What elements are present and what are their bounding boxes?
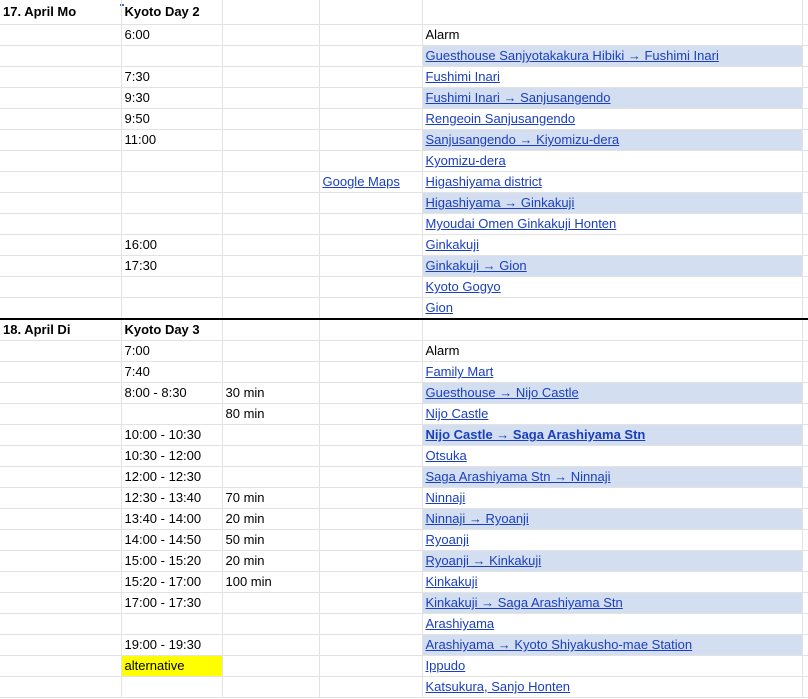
time-cell[interactable]: 15:20 - 17:00 [121, 572, 222, 593]
extra-cell[interactable] [319, 235, 422, 256]
duration-cell[interactable] [222, 151, 319, 172]
extra-cell[interactable] [319, 25, 422, 46]
time-cell[interactable]: 17:00 - 17:30 [121, 593, 222, 614]
duration-cell[interactable] [222, 656, 319, 677]
itinerary-row [0, 593, 808, 614]
empty-cell[interactable] [0, 25, 121, 46]
edge-cell[interactable] [802, 404, 808, 425]
duration-cell[interactable] [222, 677, 319, 698]
itinerary-row [0, 193, 808, 214]
edge-cell[interactable] [802, 46, 808, 67]
edge-cell[interactable] [802, 193, 808, 214]
edge-cell[interactable] [802, 151, 808, 172]
time-cell[interactable]: 14:00 - 14:50 [121, 530, 222, 551]
edge-cell[interactable] [802, 298, 808, 320]
day-header-row [0, 0, 808, 25]
extra-cell[interactable] [319, 593, 422, 614]
place-link[interactable]: Sanjusangendo → Kiyomizu-dera [425, 132, 620, 147]
edge-cell[interactable] [802, 383, 808, 404]
place-link[interactable]: Rengeoin Sanjusangendo [425, 111, 576, 126]
time-cell[interactable] [121, 614, 222, 635]
time-cell[interactable] [121, 172, 222, 193]
empty-cell[interactable] [0, 614, 121, 635]
empty-cell[interactable] [0, 235, 121, 256]
place-link[interactable]: Ryoanji [425, 532, 469, 547]
empty-cell[interactable] [0, 530, 121, 551]
empty-cell[interactable] [0, 109, 121, 130]
empty-cell[interactable] [422, 319, 802, 341]
empty-cell[interactable] [0, 572, 121, 593]
extra-cell[interactable] [319, 298, 422, 320]
place-cell[interactable] [422, 362, 802, 383]
time-cell[interactable]: 7:40 [121, 362, 222, 383]
itinerary-row [0, 614, 808, 635]
edge-cell[interactable] [802, 551, 808, 572]
itinerary-row [0, 635, 808, 656]
place-cell[interactable] [422, 256, 802, 277]
empty-cell[interactable] [0, 593, 121, 614]
place-cell[interactable] [422, 109, 802, 130]
duration-cell[interactable]: 80 min [222, 404, 319, 425]
place-link[interactable]: Myoudai Omen Ginkakuji Honten [425, 216, 617, 231]
empty-cell[interactable] [802, 0, 808, 25]
extra-cell[interactable] [319, 677, 422, 698]
empty-cell[interactable] [0, 67, 121, 88]
itinerary-row [0, 214, 808, 235]
edge-cell[interactable] [802, 530, 808, 551]
place-link[interactable]: Gion [425, 300, 453, 315]
place-link[interactable]: Ryoanji → Kinkakuji [425, 553, 542, 568]
duration-cell[interactable] [222, 172, 319, 193]
extra-cell[interactable] [319, 67, 422, 88]
place-link[interactable]: Katsukura, Sanjo Honten [425, 679, 571, 694]
duration-cell[interactable] [222, 341, 319, 362]
place-cell[interactable] [422, 172, 802, 193]
time-cell[interactable]: 12:00 - 12:30 [121, 467, 222, 488]
place-link[interactable]: Higashiyama → Ginkakuji [425, 195, 575, 210]
itinerary-row [0, 109, 808, 130]
empty-cell[interactable] [0, 46, 121, 67]
extra-cell[interactable] [319, 341, 422, 362]
itinerary-row [0, 446, 808, 467]
day-header-row [0, 319, 808, 341]
time-cell[interactable]: 19:00 - 19:30 [121, 635, 222, 656]
duration-cell[interactable] [222, 298, 319, 320]
itinerary-row [0, 383, 808, 404]
empty-cell[interactable] [0, 488, 121, 509]
time-cell[interactable]: 15:00 - 15:20 [121, 551, 222, 572]
place-cell[interactable] [422, 383, 802, 404]
place-cell[interactable] [422, 130, 802, 151]
place-cell[interactable]: Alarm [422, 341, 802, 362]
duration-cell[interactable] [222, 109, 319, 130]
edge-cell[interactable] [802, 635, 808, 656]
duration-cell[interactable] [222, 277, 319, 298]
extra-cell[interactable] [319, 614, 422, 635]
empty-cell[interactable] [422, 0, 802, 25]
extra-cell[interactable] [319, 109, 422, 130]
day-date[interactable]: 18. April Di [0, 319, 121, 341]
itinerary-row [0, 88, 808, 109]
place-cell[interactable] [422, 467, 802, 488]
place-link[interactable]: Ginkakuji → Gion [425, 258, 527, 273]
empty-cell[interactable] [0, 130, 121, 151]
duration-cell[interactable] [222, 425, 319, 446]
empty-cell[interactable] [0, 341, 121, 362]
place-cell[interactable] [422, 551, 802, 572]
extra-cell[interactable] [319, 404, 422, 425]
time-cell[interactable]: 6:00 [121, 25, 222, 46]
place-link[interactable]: Guesthouse → Nijo Castle [425, 385, 579, 400]
day-date[interactable]: 17. April Mo [0, 0, 121, 25]
edge-cell[interactable] [802, 614, 808, 635]
edge-cell[interactable] [802, 109, 808, 130]
itinerary-row [0, 656, 808, 677]
duration-cell[interactable] [222, 25, 319, 46]
edge-cell[interactable] [802, 130, 808, 151]
extra-cell[interactable] [319, 656, 422, 677]
place-link[interactable]: Ninnaji [425, 490, 466, 505]
empty-cell[interactable] [0, 446, 121, 467]
place-cell[interactable] [422, 593, 802, 614]
duration-cell[interactable] [222, 256, 319, 277]
itinerary-row [0, 488, 808, 509]
extra-cell[interactable] [319, 446, 422, 467]
empty-cell[interactable] [0, 677, 121, 698]
place-cell[interactable] [422, 88, 802, 109]
duration-cell[interactable] [222, 67, 319, 88]
time-cell[interactable]: 11:00 [121, 130, 222, 151]
itinerary-row [0, 277, 808, 298]
time-cell[interactable]: 10:30 - 12:00 [121, 446, 222, 467]
itinerary-row [0, 172, 808, 193]
empty-cell[interactable] [0, 551, 121, 572]
duration-cell[interactable] [222, 130, 319, 151]
extra-cell[interactable] [319, 488, 422, 509]
time-cell[interactable] [121, 214, 222, 235]
place-link[interactable]: Otsuka [425, 448, 467, 463]
extra-cell[interactable] [319, 362, 422, 383]
empty-cell[interactable] [0, 404, 121, 425]
time-cell[interactable]: 16:00 [121, 235, 222, 256]
itinerary-row [0, 572, 808, 593]
place-cell[interactable] [422, 404, 802, 425]
google-maps-link[interactable]: Google Maps [322, 174, 400, 189]
itinerary-row [0, 235, 808, 256]
itinerary-row [0, 256, 808, 277]
empty-cell[interactable] [0, 509, 121, 530]
place-cell[interactable] [422, 425, 802, 446]
empty-cell[interactable] [0, 214, 121, 235]
time-cell[interactable]: 7:30 [121, 67, 222, 88]
itinerary-row [0, 298, 808, 320]
empty-cell[interactable] [0, 88, 121, 109]
itinerary-row [0, 509, 808, 530]
empty-cell[interactable] [802, 319, 808, 341]
empty-cell[interactable] [0, 656, 121, 677]
duration-cell[interactable] [222, 362, 319, 383]
itinerary-row [0, 530, 808, 551]
extra-cell[interactable] [319, 214, 422, 235]
time-cell[interactable]: 9:50 [121, 109, 222, 130]
place-cell[interactable] [422, 298, 802, 320]
duration-cell[interactable]: 50 min [222, 530, 319, 551]
place-link[interactable]: Kinkakuji → Saga Arashiyama Stn [425, 595, 623, 610]
edge-cell[interactable] [802, 235, 808, 256]
itinerary-row [0, 551, 808, 572]
time-cell[interactable]: 17:30 [121, 256, 222, 277]
extra-cell[interactable] [319, 572, 422, 593]
place-link[interactable]: Saga Arashiyama Stn → Ninnaji [425, 469, 611, 484]
extra-cell[interactable] [319, 551, 422, 572]
edge-cell[interactable] [802, 277, 808, 298]
itinerary-row [0, 25, 808, 46]
day-title[interactable]: Kyoto Day 3 [121, 319, 222, 341]
edge-cell[interactable] [802, 509, 808, 530]
empty-cell[interactable] [319, 319, 422, 341]
place-link[interactable]: Nijo Castle [425, 406, 489, 421]
edge-cell[interactable] [802, 214, 808, 235]
place-cell[interactable] [422, 446, 802, 467]
extra-cell[interactable] [319, 467, 422, 488]
place-cell[interactable] [422, 214, 802, 235]
time-cell[interactable]: 12:30 - 13:40 [121, 488, 222, 509]
extra-cell[interactable] [319, 88, 422, 109]
edge-cell[interactable] [802, 88, 808, 109]
duration-cell[interactable] [222, 614, 319, 635]
time-cell[interactable] [121, 277, 222, 298]
duration-cell[interactable] [222, 214, 319, 235]
edge-cell[interactable] [802, 67, 808, 88]
extra-cell[interactable] [319, 151, 422, 172]
extra-cell[interactable] [319, 130, 422, 151]
itinerary-row [0, 151, 808, 172]
time-cell[interactable]: 8:00 - 8:30 [121, 383, 222, 404]
place-cell[interactable] [422, 235, 802, 256]
edge-cell[interactable] [802, 425, 808, 446]
place-cell[interactable] [422, 530, 802, 551]
extra-cell[interactable] [319, 425, 422, 446]
time-cell[interactable]: alternative [121, 656, 222, 677]
duration-cell[interactable] [222, 467, 319, 488]
extra-cell[interactable] [319, 635, 422, 656]
itinerary-row [0, 404, 808, 425]
empty-cell[interactable] [0, 277, 121, 298]
itinerary-row [0, 341, 808, 362]
place-cell[interactable] [422, 277, 802, 298]
empty-cell[interactable] [0, 425, 121, 446]
duration-cell[interactable] [222, 446, 319, 467]
time-cell[interactable] [121, 46, 222, 67]
place-link[interactable]: Family Mart [425, 364, 494, 379]
extra-cell[interactable] [319, 530, 422, 551]
edge-cell[interactable] [802, 446, 808, 467]
extra-cell[interactable] [319, 172, 422, 193]
duration-cell[interactable]: 100 min [222, 572, 319, 593]
duration-cell[interactable]: 20 min [222, 551, 319, 572]
extra-cell[interactable] [319, 277, 422, 298]
place-cell[interactable] [422, 151, 802, 172]
empty-cell[interactable] [0, 193, 121, 214]
place-cell[interactable] [422, 488, 802, 509]
place-link[interactable]: Higashiyama district [425, 174, 542, 189]
duration-cell[interactable] [222, 635, 319, 656]
place-cell[interactable] [422, 635, 802, 656]
itinerary-row [0, 67, 808, 88]
time-cell[interactable] [121, 404, 222, 425]
place-cell[interactable] [422, 46, 802, 67]
edge-cell[interactable] [802, 172, 808, 193]
place-link[interactable]: Kyoto Gogyo [425, 279, 501, 294]
edge-cell[interactable] [802, 593, 808, 614]
itinerary-row [0, 130, 808, 151]
empty-cell[interactable] [0, 635, 121, 656]
empty-cell[interactable] [222, 319, 319, 341]
time-cell[interactable] [121, 193, 222, 214]
empty-cell[interactable] [0, 383, 121, 404]
duration-cell[interactable] [222, 235, 319, 256]
empty-cell[interactable] [0, 362, 121, 383]
place-link[interactable]: Ninnaji → Ryoanji [425, 511, 529, 526]
empty-cell[interactable] [0, 298, 121, 320]
place-cell[interactable] [422, 572, 802, 593]
extra-cell[interactable] [319, 46, 422, 67]
place-link[interactable]: Arashiyama [425, 616, 495, 631]
itinerary-row [0, 46, 808, 67]
place-cell[interactable] [422, 193, 802, 214]
itinerary-row [0, 467, 808, 488]
time-cell[interactable] [121, 151, 222, 172]
duration-cell[interactable]: 70 min [222, 488, 319, 509]
duration-cell[interactable] [222, 593, 319, 614]
empty-cell[interactable] [222, 0, 319, 25]
duration-cell[interactable] [222, 88, 319, 109]
time-cell[interactable] [121, 298, 222, 320]
extra-cell[interactable] [319, 383, 422, 404]
place-link[interactable]: Fushimi Inari → Sanjusangendo [425, 90, 611, 105]
time-cell[interactable]: 9:30 [121, 88, 222, 109]
place-cell[interactable] [422, 656, 802, 677]
place-link[interactable]: Fushimi Inari [425, 69, 500, 84]
duration-cell[interactable] [222, 46, 319, 67]
edge-cell[interactable] [802, 467, 808, 488]
place-link[interactable]: Ippudo [425, 658, 466, 673]
edge-cell[interactable] [802, 488, 808, 509]
extra-cell[interactable] [319, 509, 422, 530]
place-cell[interactable] [422, 677, 802, 698]
empty-cell[interactable] [0, 467, 121, 488]
itinerary-row [0, 677, 808, 698]
extra-cell[interactable] [319, 256, 422, 277]
place-cell[interactable] [422, 509, 802, 530]
duration-cell[interactable]: 20 min [222, 509, 319, 530]
place-link[interactable]: Kyomizu-dera [425, 153, 506, 168]
extra-cell[interactable] [319, 193, 422, 214]
place-link[interactable]: Arashiyama → Kyoto Shiyakusho-mae Station [425, 637, 693, 652]
edge-cell[interactable] [802, 572, 808, 593]
time-cell[interactable]: 10:00 - 10:30 [121, 425, 222, 446]
edge-cell[interactable] [802, 656, 808, 677]
time-cell[interactable]: 7:00 [121, 341, 222, 362]
edge-cell[interactable] [802, 25, 808, 46]
edge-cell[interactable] [802, 362, 808, 383]
duration-cell[interactable] [222, 193, 319, 214]
place-link[interactable]: Ginkakuji [425, 237, 479, 252]
place-link[interactable]: Guesthouse Sanjyotakakura Hibiki → Fushimi Inari [425, 48, 719, 63]
empty-cell[interactable] [0, 256, 121, 277]
itinerary-row [0, 362, 808, 383]
place-cell[interactable]: Alarm [422, 25, 802, 46]
edge-cell[interactable] [802, 341, 808, 362]
place-link[interactable]: Nijo Castle → Saga Arashiyama Stn [425, 427, 646, 442]
place-link[interactable]: Kinkakuji [425, 574, 478, 589]
edge-cell[interactable] [802, 256, 808, 277]
edge-cell[interactable] [802, 677, 808, 698]
empty-cell[interactable] [0, 172, 121, 193]
day-title[interactable]: Kyoto Day 2 [121, 0, 222, 25]
empty-cell[interactable] [0, 151, 121, 172]
time-cell[interactable] [121, 677, 222, 698]
place-cell[interactable] [422, 67, 802, 88]
duration-cell[interactable]: 30 min [222, 383, 319, 404]
place-cell[interactable] [422, 614, 802, 635]
time-cell[interactable]: 13:40 - 14:00 [121, 509, 222, 530]
itinerary-row [0, 425, 808, 446]
empty-cell[interactable] [319, 0, 422, 25]
